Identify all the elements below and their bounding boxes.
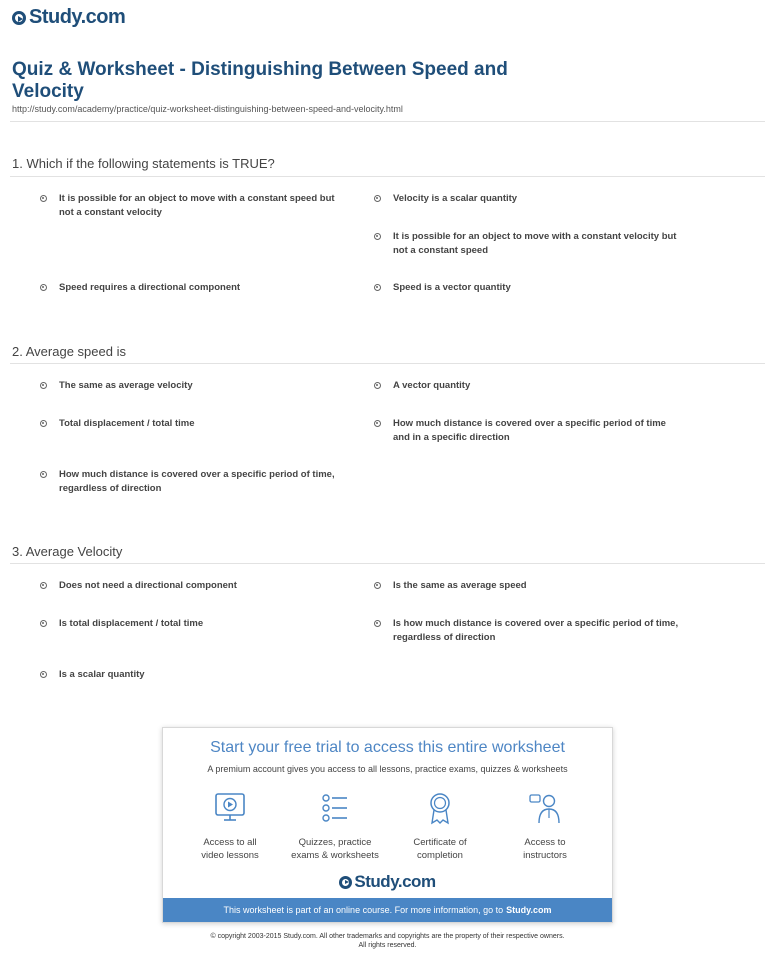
radio-button[interactable] [40, 284, 47, 291]
option-label: Is how much distance is covered over a specific period of time, regardless of direction [393, 618, 679, 643]
option-label: Is total displacement / total time [59, 618, 204, 629]
radio-button[interactable] [40, 471, 47, 478]
radio-button[interactable] [40, 671, 47, 678]
promo-subheading: A premium account gives you access to all lessons, practice exams, quizzes & worksheets [207, 764, 568, 774]
feature-label: Access to instructors [523, 837, 567, 861]
question-2-option-3[interactable] [40, 417, 350, 431]
question-1-option-4[interactable] [40, 281, 350, 295]
feature-quizzes [280, 790, 390, 862]
radio-button[interactable] [40, 420, 47, 427]
play-logo-icon [339, 876, 352, 889]
promo-logo[interactable] [163, 872, 612, 892]
play-logo-icon [12, 11, 26, 25]
free-trial-promo [162, 727, 613, 923]
radio-button[interactable] [374, 284, 381, 291]
feature-certificate [385, 790, 495, 862]
question-3-option-2[interactable] [374, 579, 684, 593]
promo-info-bar [163, 898, 612, 922]
question-1-option-5[interactable] [374, 281, 684, 295]
option-label: The same as average velocity [59, 380, 193, 391]
question-1-option-3[interactable] [374, 230, 684, 257]
radio-button[interactable] [40, 382, 47, 389]
promo-bar-text: This worksheet is part of an online course. For more information, go to [223, 905, 504, 915]
radio-button[interactable] [40, 195, 47, 202]
feature-video-lessons [175, 790, 285, 862]
feature-label: Quizzes, practice exams & worksheets [291, 837, 379, 861]
promo-logo-text: Study.com [354, 872, 436, 891]
question-3-option-3[interactable] [40, 617, 350, 631]
option-label: Speed is a vector quantity [393, 282, 511, 293]
question-2-option-2[interactable] [374, 379, 684, 393]
option-label: Velocity is a scalar quantity [393, 193, 518, 204]
radio-button[interactable] [374, 382, 381, 389]
radio-button[interactable] [374, 620, 381, 627]
study-logo[interactable] [12, 6, 125, 29]
question-3-option-1[interactable] [40, 579, 350, 593]
question-2-option-1[interactable] [40, 379, 350, 393]
quiz-list-icon [317, 790, 353, 826]
question-1-option-1[interactable] [40, 192, 350, 219]
radio-button[interactable] [40, 620, 47, 627]
header-divider [10, 121, 765, 122]
radio-button[interactable] [374, 195, 381, 202]
radio-button[interactable] [40, 582, 47, 589]
option-label: Is the same as average speed [393, 580, 527, 591]
radio-button[interactable] [374, 420, 381, 427]
question-3-divider [10, 563, 765, 564]
question-2-option-5[interactable] [40, 468, 350, 495]
option-label: It is possible for an object to move with a constant velocity but not a constant speed [393, 231, 677, 256]
video-lesson-icon [212, 790, 248, 826]
copyright-text: © copyright 2003-2015 Study.com. All other trademarks and copyrights are the property of their respective owners. [210, 933, 565, 940]
footer-copyright [0, 932, 775, 950]
question-3-title: 3. Average Velocity [12, 544, 123, 559]
promo-bar-link[interactable]: Study.com [506, 905, 552, 915]
feature-instructors [490, 790, 600, 862]
question-1-divider [10, 176, 765, 177]
page-url: http://study.com/academy/practice/quiz-worksheet-distinguishing-between-speed-and-velocity.html [12, 104, 403, 114]
instructor-icon [527, 790, 563, 826]
option-label: Is a scalar quantity [59, 669, 145, 680]
question-3-option-5[interactable] [40, 668, 350, 682]
question-2-option-4[interactable] [374, 417, 684, 444]
option-label: Does not need a directional component [59, 580, 237, 591]
feature-label: Access to all video lessons [201, 837, 259, 861]
feature-label: Certificate of completion [413, 837, 467, 861]
certificate-icon [422, 790, 458, 826]
radio-button[interactable] [374, 582, 381, 589]
question-3-option-4[interactable] [374, 617, 684, 644]
option-label: It is possible for an object to move with a constant speed but not a constant velocity [59, 193, 335, 218]
option-label: How much distance is covered over a specific period of time and in a specific direction [393, 418, 666, 443]
option-label: Speed requires a directional component [59, 282, 241, 293]
option-label: How much distance is covered over a specific period of time, regardless of direction [59, 469, 335, 494]
option-label: Total displacement / total time [59, 418, 195, 429]
logo-text: Study.com [29, 6, 126, 28]
question-2-divider [10, 363, 765, 364]
promo-heading: Start your free trial to access this entire worksheet [210, 739, 565, 756]
question-2-title: 2. Average speed is [12, 344, 126, 359]
page-title: Quiz & Worksheet - Distinguishing Between Speed and Velocity [12, 59, 508, 102]
rights-text: All rights reserved. [358, 942, 417, 949]
option-label: A vector quantity [393, 380, 471, 391]
question-1-option-2[interactable] [374, 192, 684, 206]
question-1-title: 1. Which if the following statements is TRUE? [12, 156, 275, 171]
radio-button[interactable] [374, 233, 381, 240]
